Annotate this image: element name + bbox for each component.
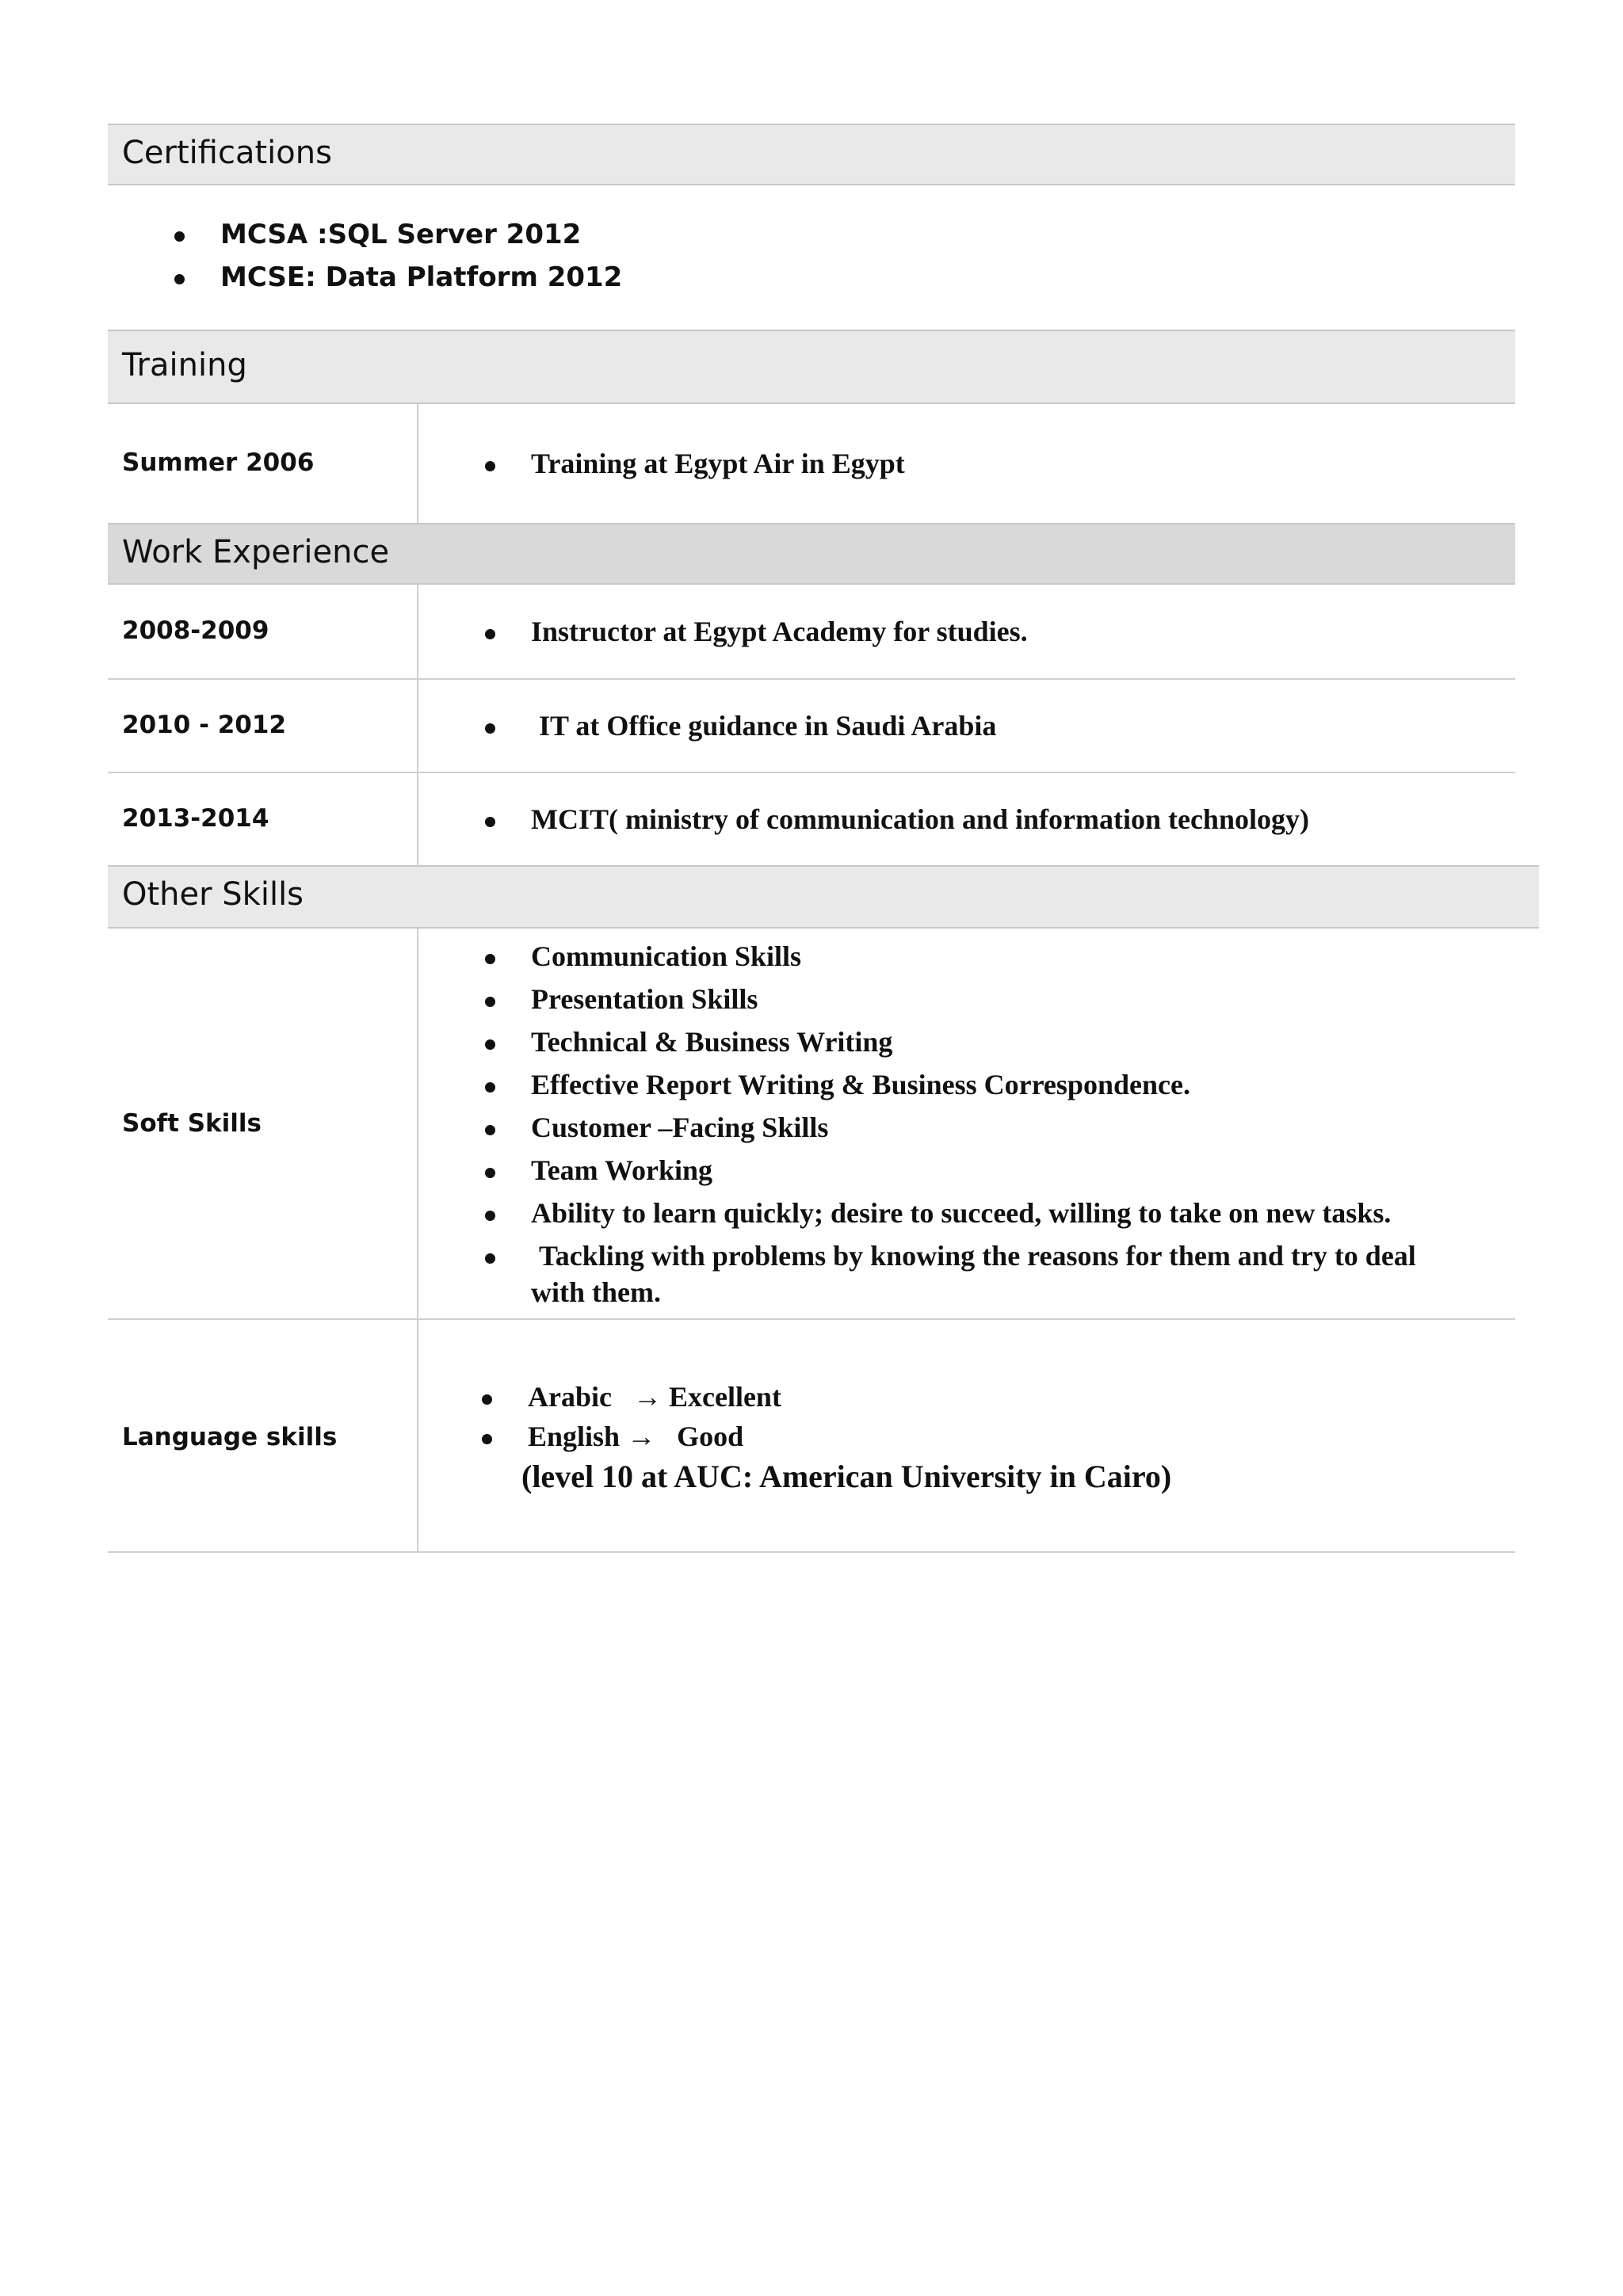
soft-skill-item: Presentation Skills bbox=[531, 983, 758, 1015]
soft-skill-item: Effective Report Writing & Business Correspondence. bbox=[531, 1069, 1190, 1100]
language-item: English → Good bbox=[528, 1421, 744, 1452]
section-header-other-skills bbox=[108, 865, 1539, 929]
work-item: Instructor at Egypt Academy for studies. bbox=[531, 616, 1028, 647]
certification-item: MCSA :SQL Server 2012 bbox=[220, 219, 582, 250]
soft-skill-item: Communication Skills bbox=[531, 940, 802, 972]
bullet-icon bbox=[485, 1039, 495, 1050]
language-item: Arabic → Excellent bbox=[528, 1381, 781, 1413]
language-note: (level 10 at AUC: American University in Cairo) bbox=[521, 1459, 1172, 1494]
section-title: Work Experience bbox=[122, 534, 390, 570]
row-label: Summer 2006 bbox=[122, 448, 315, 477]
bullet-icon bbox=[174, 274, 185, 284]
training-item: Training at Egypt Air in Egypt bbox=[531, 448, 905, 479]
row-label: 2008-2009 bbox=[122, 616, 269, 645]
bullet-icon bbox=[485, 1125, 495, 1135]
soft-skill-item: Tackling with problems by knowing the reasons for them and try to deal bbox=[539, 1240, 1416, 1272]
certification-item: MCSE: Data Platform 2012 bbox=[220, 261, 623, 293]
bullet-icon bbox=[485, 1211, 495, 1221]
section-header-work-experience bbox=[108, 523, 1515, 585]
section-title: Training bbox=[122, 347, 247, 383]
row-label: Soft Skills bbox=[122, 1109, 262, 1138]
column-divider bbox=[417, 585, 418, 867]
bullet-icon bbox=[485, 954, 495, 964]
bullet-icon bbox=[485, 1253, 495, 1264]
soft-skill-item: Customer –Facing Skills bbox=[531, 1112, 829, 1143]
bullet-icon bbox=[485, 461, 495, 471]
soft-skill-item: Technical & Business Writing bbox=[531, 1026, 893, 1058]
section-title: Certifications bbox=[122, 135, 332, 171]
row-divider bbox=[108, 1318, 1515, 1320]
bullet-icon bbox=[485, 817, 495, 827]
bullet-icon bbox=[482, 1434, 492, 1444]
row-label: Language skills bbox=[122, 1423, 338, 1451]
row-label: 2010 - 2012 bbox=[122, 711, 287, 739]
bullet-icon bbox=[485, 997, 495, 1007]
table-bottom-border bbox=[108, 1551, 1515, 1553]
bullet-icon bbox=[174, 231, 185, 242]
soft-skill-item: Ability to learn quickly; desire to succeed, willing to take on new tasks. bbox=[531, 1197, 1392, 1229]
bullet-icon bbox=[482, 1394, 492, 1405]
row-label: 2013-2014 bbox=[122, 804, 269, 833]
soft-skill-item: Team Working bbox=[531, 1154, 713, 1186]
row-divider bbox=[108, 678, 1515, 680]
section-title: Other Skills bbox=[122, 876, 304, 913]
column-divider bbox=[417, 929, 418, 1553]
section-header-training bbox=[108, 330, 1515, 404]
soft-skill-item-continued: with them. bbox=[531, 1276, 661, 1308]
column-divider bbox=[417, 404, 418, 523]
bullet-icon bbox=[485, 723, 495, 734]
section-header-certifications bbox=[108, 124, 1515, 185]
row-divider bbox=[108, 772, 1515, 773]
work-item: MCIT( ministry of communication and information technology) bbox=[531, 803, 1309, 835]
bullet-icon bbox=[485, 1168, 495, 1178]
bullet-icon bbox=[485, 629, 495, 639]
work-item: IT at Office guidance in Saudi Arabia bbox=[539, 710, 997, 742]
bullet-icon bbox=[485, 1082, 495, 1093]
